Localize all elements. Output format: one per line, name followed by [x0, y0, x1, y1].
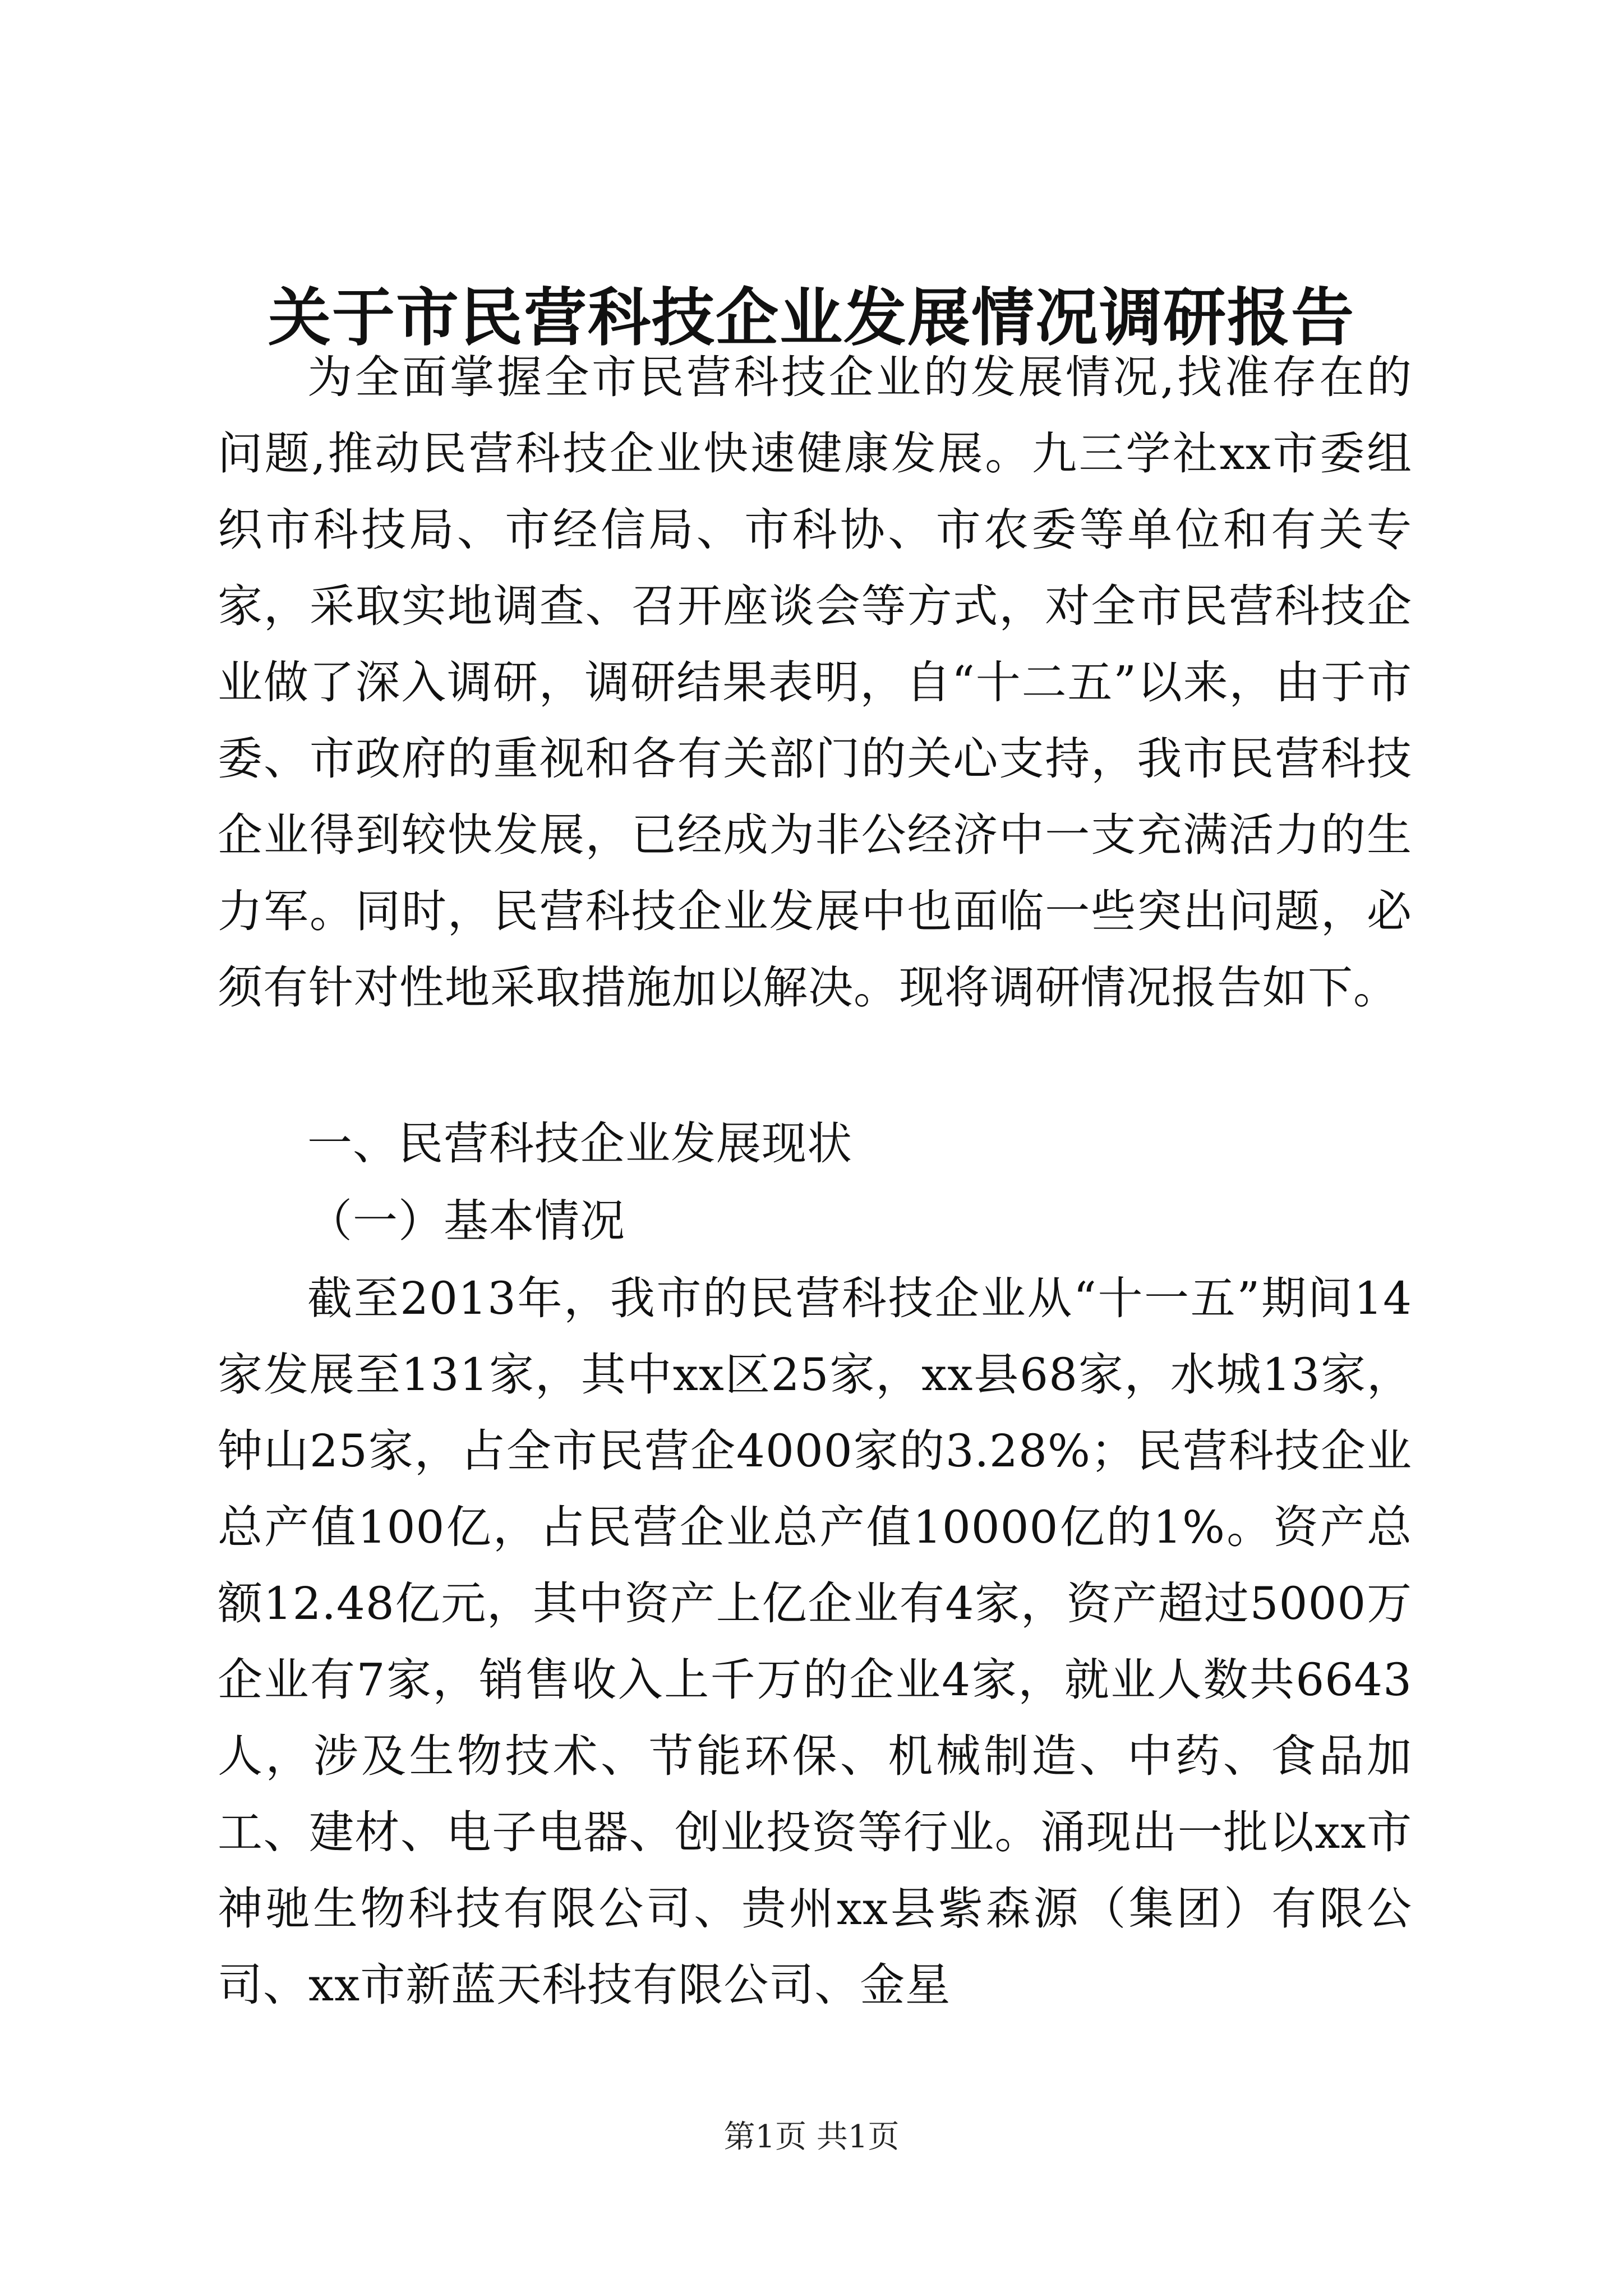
section-heading: 一、民营科技企业发展现状 [307, 1117, 852, 1170]
basic-situation-paragraph: 截至2013年，我市的民营科技企业从“十一五”期间14家发展至131家，其中xx区25家，xx县68家，水城13家，钟山25家，占全市民营企4000家的3.28%；民营科技企业总产值100亿，占民营企业总产值10000亿的1%。资产总额12.48亿元，其中资产上亿企业有4家，资产超过5000万企业有7家，销售收入上千万的企业4家，就业人数共6643人，涉及生物技术、节能环保、机械制造、中药、食品加工、建材、电子电器、创业投资等行业。涌现出一批以xx市神驰生物科技有限公司、贵州xx县紫森源（集团）有限公司、xx市新蓝天科技有限公司、金星 [218, 1272, 1412, 2011]
subsection-heading: （一）基本情况 [307, 1195, 625, 1247]
page-footer: 第1页 共1页 [723, 2119, 900, 2155]
document-title: 关于市民营科技企业发展情况调研报告 [268, 281, 1355, 355]
intro-paragraph: 为全面掌握全市民营科技企业的发展情况,找准存在的问题,推动民营科技企业快速健康发展。九三学社xx市委组织市科技局、市经信局、市科协、市农委等单位和有关专家，采取实地调查、召开座谈会等方式，对全市民营科技企业做了深入调研，调研结果表明，自“十二五”以来，由于市委、市政府的重视和各有关部门的关心支持，我市民营科技企业得到较快发展，已经成为非公经济中一支充满活力的生力军。同时，民营科技企业发展中也面临一些突出问题，必须有针对性地采取措施加以解决。现将调研情况报告如下。 [218, 351, 1412, 1014]
